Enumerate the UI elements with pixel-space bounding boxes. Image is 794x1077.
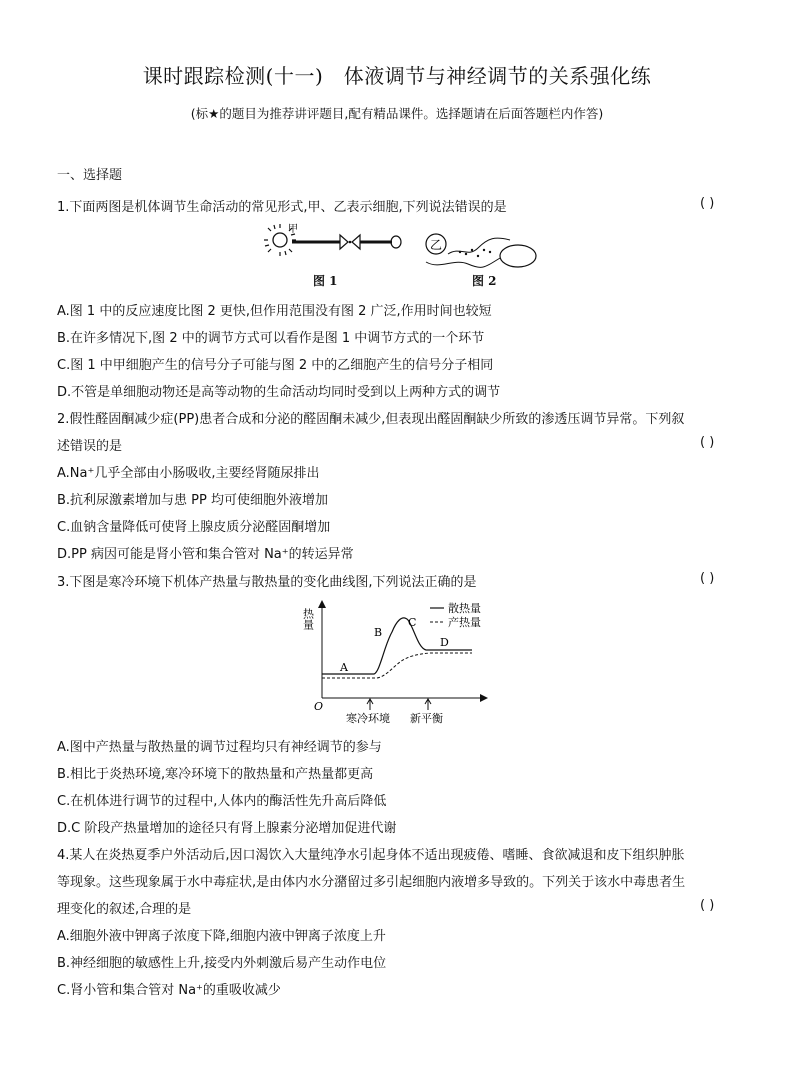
- q1-stem: 1.下面两图是机体调节生命活动的常见形式,甲、乙表示细胞,下列说法错误的是: [57, 200, 507, 215]
- q2-stem-line2: 述错误的是: [57, 439, 123, 454]
- cell-yi-icon: [426, 234, 446, 254]
- point-a-label: A: [340, 661, 348, 674]
- q4-option-c: C.肾小管和集合管对 Na⁺的重吸收减少: [57, 983, 281, 998]
- point-d-label: D: [440, 636, 449, 649]
- blood-vessel-upper: [448, 238, 510, 254]
- synapse-icon: [340, 235, 360, 249]
- x-mark-1-arrow: [367, 699, 373, 710]
- q2-option-c: C.血钠含量降低可使肾上腺皮质分泌醛固酮增加: [57, 520, 331, 535]
- x-axis-arrow: [480, 694, 488, 702]
- q2-answer-blank: ( ): [700, 435, 715, 450]
- q3-chart: [300, 598, 500, 726]
- q3-stem: 3.下图是寒冷环境下机体产热量与散热量的变化曲线图,下列说法正确的是: [57, 575, 477, 590]
- x-mark-1-label: 寒冷环境: [346, 712, 390, 725]
- blood-vessel-lower: [426, 258, 500, 267]
- page-subtitle: (标★的题目为推荐讲评题目,配有精品课件。选择题请在后面答题栏内作答): [190, 106, 604, 121]
- target-organ-icon: [500, 245, 536, 267]
- q4-stem-line2: 等现象。这些现象属于水中毒症状,是由体内水分潴留过多引起细胞内液增多导致的。下列关于该水中毒患者生: [57, 875, 686, 890]
- fig1-caption: 图 1: [313, 274, 338, 288]
- q4-answer-blank: ( ): [700, 898, 715, 913]
- q2-option-b: B.抗利尿激素增加与患 PP 均可使细胞外液增加: [57, 493, 328, 508]
- q1-option-d: D.不管是单细胞动物还是高等动物的生命活动均同时受到以上两种方式的调节: [57, 385, 501, 400]
- q2-option-a: A.Na⁺几乎全部由小肠吸收,主要经肾随尿排出: [57, 466, 320, 481]
- fig2-caption: 图 2: [472, 274, 497, 288]
- q2-stem-line1: 2.假性醛固酮减少症(PP)患者合成和分泌的醛固酮未减少,但表现出醛固酮缺少所致的渗透压调节异常。下列叙: [57, 412, 685, 427]
- q1-answer-blank: ( ): [700, 196, 715, 211]
- fig1-label-jia: 甲: [288, 224, 298, 235]
- legend-heat-loss-label: 散热量: [448, 602, 481, 615]
- q4-option-a: A.细胞外液中钾离子浓度下降,细胞内液中钾离子浓度上升: [57, 929, 386, 944]
- q1-figure-1: [262, 222, 402, 272]
- q1-option-b: B.在许多情况下,图 2 中的调节方式可以看作是图 1 中调节方式的一个环节: [57, 331, 485, 346]
- q1-option-c: C.图 1 中甲细胞产生的信号分子可能与图 2 中的乙细胞产生的信号分子相同: [57, 358, 494, 373]
- legend-heat-prod-label: 产热量: [448, 616, 481, 629]
- q3-option-a: A.图中产热量与散热量的调节过程均只有神经调节的参与: [57, 740, 382, 755]
- x-mark-2-label: 新平衡: [410, 712, 443, 725]
- fig2-label-yi: 乙: [430, 238, 443, 252]
- target-cell-icon: [391, 236, 401, 248]
- q3-answer-blank: ( ): [700, 571, 715, 586]
- q3-option-c: C.在机体进行调节的过程中,人体内的酶活性先升高后降低: [57, 794, 387, 809]
- page-title: 课时跟踪检测(十一) 体液调节与神经调节的关系强化练: [142, 64, 652, 88]
- q4-option-b: B.神经细胞的敏感性上升,接受内外刺激后易产生动作电位: [57, 956, 387, 971]
- point-c-label: C: [408, 616, 417, 629]
- point-b-label: B: [374, 626, 383, 639]
- q3-option-b: B.相比于炎热环境,寒冷环境下的散热量和产热量都更高: [57, 767, 374, 782]
- y-axis-arrow: [318, 600, 326, 608]
- origin-label: O: [314, 700, 324, 713]
- x-mark-2-arrow: [425, 699, 431, 710]
- q2-option-d: D.PP 病因可能是肾小管和集合管对 Na⁺的转运异常: [57, 547, 354, 562]
- section-title: 一、选择题: [57, 168, 123, 183]
- q3-option-d: D.C 阶段产热量增加的途径只有肾上腺素分泌增加促进代谢: [57, 821, 397, 836]
- q4-stem-line3: 理变化的叙述,合理的是: [57, 902, 192, 917]
- q1-option-a: A.图 1 中的反应速度比图 2 更快,但作用范围没有图 2 广泛,作用时间也较短: [57, 304, 492, 319]
- y-axis-label: 热量: [301, 608, 315, 630]
- q1-figure-2: [420, 228, 540, 274]
- q4-stem-line1: 4.某人在炎热夏季户外活动后,因口渴饮入大量纯净水引起身体不适出现疲倦、嗜睡、食欲减退和皮下组织肿胀: [57, 848, 685, 863]
